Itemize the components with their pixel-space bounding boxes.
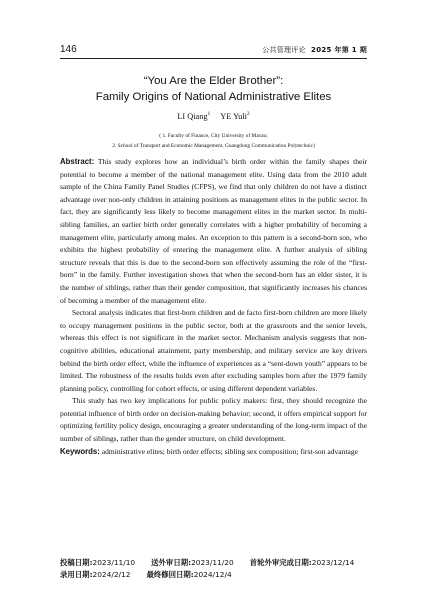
date-submitted: 投稿日期:2023/11/10 (60, 558, 136, 567)
title-line-2: Family Origins of National Administrative Elites (95, 91, 332, 103)
page-number: 146 (60, 44, 77, 55)
keywords-label: Keywords: (60, 446, 100, 456)
keywords-text: administrative elites; birth order effects; sibling sex composition; first-son advantage (101, 446, 358, 456)
abstract-paragraph: Abstract: This study explores how an individual’s birth order within the family shapes their potential to become a member of the national management elite. Using data from the 2010 adult sample of the China Family Panel Studies (CFPS), we find that only children do not have a distinct advantage over non-only children in attaining positions as management elites in the public sector. In fact, they are significantly less likely to become management elites in the market sector. In multi-sibling families, an earlier birth order generally correlates with a higher probability of becoming a management elite, particularly among males. An exception to this pattern is a second-born son, who exhibits the highest probability of entering the management elite. A further analysis of sibling structure reveals that this is due to the second-born son effectively assuming the role of the “first-born” in the family. Further investigation shows that when the second-born has an elder sister, it is the number of siblings, rather than their gender composition, that significantly increases his chances of becoming a member of the management elite. (60, 157, 367, 305)
issue-label: 2025 年第 1 期 (311, 46, 367, 54)
date-first-review-done: 首轮外审完成日期:2023/12/14 (249, 558, 355, 567)
author-name: LI Qiang (177, 111, 208, 121)
keywords (60, 446, 367, 459)
affiliations (40, 131, 387, 151)
author-name: YE Yuli (220, 111, 247, 121)
submission-dates (60, 557, 377, 582)
dates-row (60, 569, 377, 581)
journal-issue (262, 45, 367, 55)
date-final-revision: 最终修回日期:2024/12/4 (146, 570, 232, 580)
affiliation-line: 2. School of Transport and Economic Management, Guangdong Communication Polytechnic) (112, 143, 315, 149)
affiliation-line: ( 1. Faculty of Finance, City University of Macau; (159, 133, 268, 139)
abstract-paragraph: Sectoral analysis indicates that first-born children and de facto first-born children are more likely to occupy management positions in the public sector, both at the grassroots and the senior levels, whereas this effect is not significant in the market sector. Mechanism analysis suggests that non-cognitive abilities, educational attainment, party membership, and military service are key drivers behind the birth order effect, while the influence of experiences as a “sent-down youth” appears to be limited. The robustness of the results holds even after excluding samples born after the 1979 family planning policy, controlling for cohort effects, or using different dependent variables. (60, 308, 367, 393)
dates-row (60, 557, 377, 569)
abstract-label: Abstract: (60, 157, 95, 166)
date-accepted: 录用日期:2024/2/12 (60, 570, 131, 580)
author-affil-mark: 2 (246, 111, 250, 117)
title-line-1: “You Are the Elder Brother”: (143, 75, 284, 87)
author-list (40, 111, 387, 121)
date-sent-review: 送外审日期:2023/11/20 (151, 558, 234, 567)
article-title (40, 73, 387, 105)
abstract-section (60, 156, 367, 458)
journal-name: 公共管理评论 (262, 46, 306, 54)
abstract-paragraph: This study has two key implications for public policy makers: first, they should recognize the potential influence of birth order on decision-making behavior; second, it offers empirical support for optimizing fertility policy design, encouraging a greater understanding of the long-term impact of the number of siblings, rather than the gender structure, on child development. (60, 396, 367, 444)
author-affil-mark: 1 (207, 111, 211, 117)
running-header (60, 44, 367, 59)
